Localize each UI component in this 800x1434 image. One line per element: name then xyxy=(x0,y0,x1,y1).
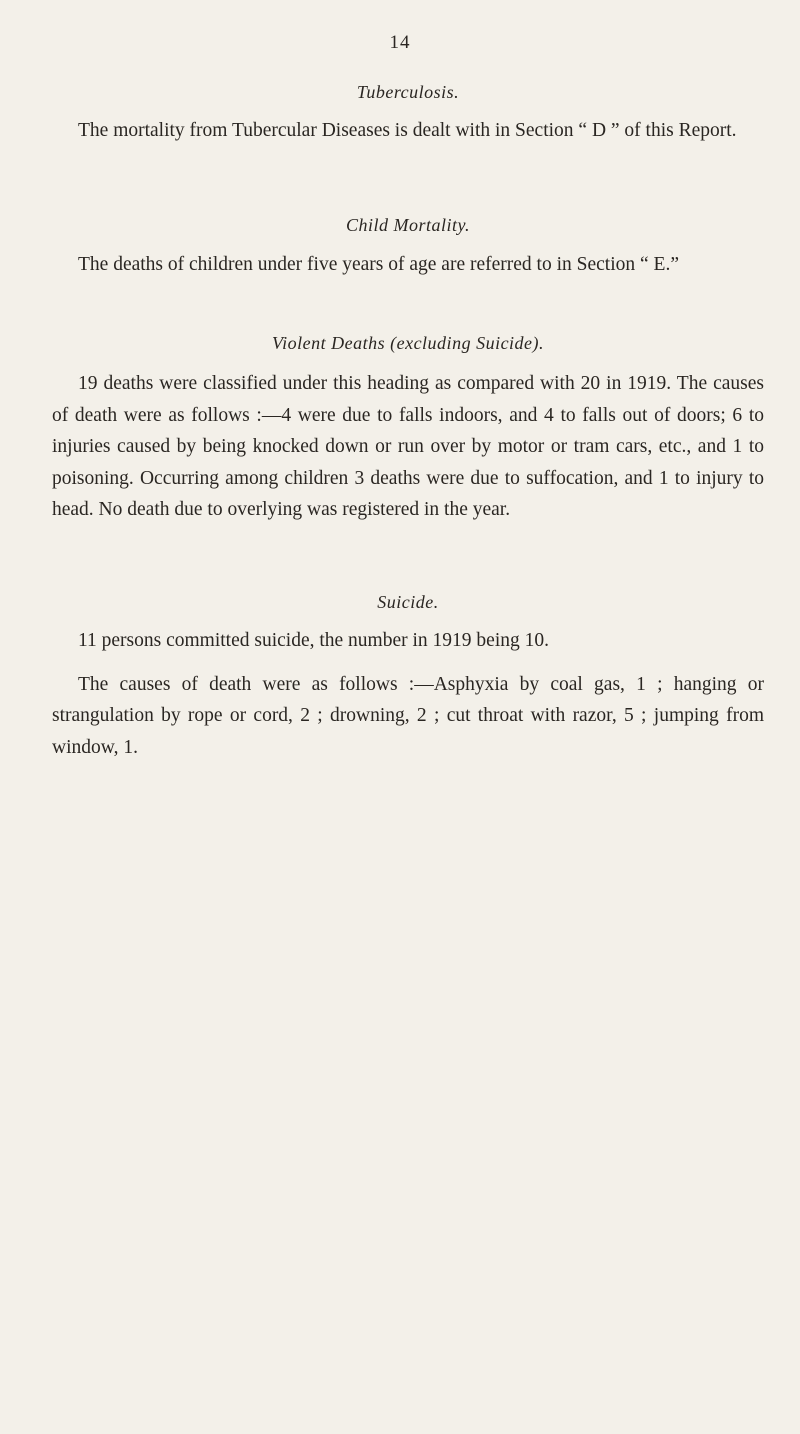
paragraph-suicide-causes: The causes of death were as follows :—Asphyxia by coal gas, 1 ; hanging or strangulation by rope or cord, 2 ; drowning, 2 ; cut throat with razor, 5 ; jumping from window, 1. xyxy=(52,673,764,758)
section-violent-deaths xyxy=(52,333,764,526)
paragraph-child-mortality: The deaths of children under five years of age are referred to in Section “ E.” xyxy=(78,254,679,275)
heading-suicide: Suicide. xyxy=(377,592,439,612)
section-tuberculosis xyxy=(52,82,764,147)
heading-child-mortality: Child Mortality. xyxy=(345,215,470,235)
section-child-mortality xyxy=(52,215,764,281)
paragraph-violent-deaths: 19 deaths were classified under this heading as compared with 20 in 1919. The causes of death were as follows :—4 were due to falls indoors, and 4 to falls out of doors; 6 to injuries caused by being knocked down or run over by motor or tram cars, etc., and 1 to poisoning. Occurring among children 3 deaths were due to suffocation, and 1 to injury to head. No death due to overlying was registered in the year. xyxy=(52,373,764,520)
section-suicide xyxy=(52,592,764,763)
page-number: 14 xyxy=(389,32,411,53)
heading-violent-deaths: Violent Deaths (excluding Suicide). xyxy=(271,333,545,353)
paragraph-tuberculosis: The mortality from Tubercular Diseases is dealt with in Section “ D ” of this Report. xyxy=(78,120,737,141)
paragraph-suicide-count: 11 persons committed suicide, the number in 1919 being 10. xyxy=(78,630,549,651)
heading-tuberculosis: Tuberculosis. xyxy=(356,82,460,102)
